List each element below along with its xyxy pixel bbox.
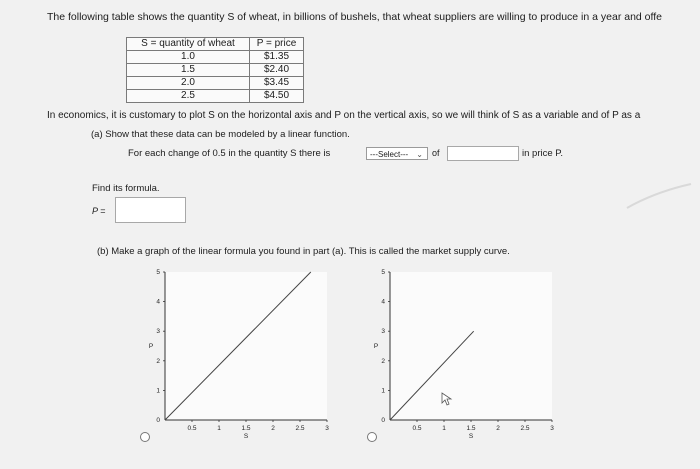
table-row xyxy=(127,51,304,64)
cell-quantity: 1.5 xyxy=(127,64,250,77)
find-formula-text: Find its formula. xyxy=(92,183,160,194)
x-tick-label: 2.5 xyxy=(520,425,530,432)
table-row xyxy=(127,90,304,103)
graph-option-1[interactable] xyxy=(135,258,335,448)
header-price: P = price xyxy=(250,38,304,51)
table-row xyxy=(127,64,304,77)
graph-option-2[interactable] xyxy=(360,258,560,448)
graph-option-1-radio[interactable] xyxy=(140,432,150,442)
cell-price: $3.45 xyxy=(250,77,304,90)
cell-quantity: 2.0 xyxy=(127,77,250,90)
y-tick-label: 2 xyxy=(156,357,160,365)
part-b-text: (b) Make a graph of the linear formula you found in part (a). This is called the market supply curve. xyxy=(97,246,510,257)
plot-area xyxy=(390,272,552,420)
intro-text: The following table shows the quantity S of wheat, in billions of bushels, that wheat suppliers are willing to produce in a year and offe xyxy=(47,11,663,23)
x-tick-label: 2 xyxy=(271,425,275,432)
y-tick-label: 5 xyxy=(381,269,385,276)
cell-quantity: 2.5 xyxy=(127,90,250,103)
change-direction-select[interactable] xyxy=(366,147,428,160)
plot-area xyxy=(165,272,327,420)
economics-text: In economics, it is customary to plot S on the horizontal axis and P on the vertical axis, so we will think of S as a variable and of P as a xyxy=(47,110,641,121)
p-equals-label: P = xyxy=(92,206,106,216)
mouse-cursor-icon xyxy=(441,392,453,406)
x-tick-label: 0.5 xyxy=(412,425,422,432)
of-text: of xyxy=(432,148,440,158)
formula-input[interactable] xyxy=(115,197,186,223)
y-axis-label: P xyxy=(373,343,379,350)
decorative-stroke-icon xyxy=(625,182,695,212)
y-axis-label: P xyxy=(148,343,154,350)
origin-label: 0 xyxy=(156,417,160,424)
x-tick-label: 2 xyxy=(496,425,500,432)
cell-price: $4.50 xyxy=(250,90,304,103)
x-tick-label: 1.5 xyxy=(466,425,476,432)
y-tick-label: 4 xyxy=(381,298,385,306)
x-tick-label: 1 xyxy=(217,425,221,432)
x-tick-label: 3 xyxy=(325,425,329,432)
chevron-down-icon: ⌄ xyxy=(416,150,423,159)
y-tick-label: 1 xyxy=(156,387,160,395)
y-tick-label: 5 xyxy=(156,269,160,276)
change-amount-input[interactable] xyxy=(447,146,519,161)
x-tick-label: 1 xyxy=(442,425,446,432)
table-row xyxy=(127,77,304,90)
x-tick-label: 3 xyxy=(550,425,554,432)
cell-quantity: 1.0 xyxy=(127,51,250,64)
y-tick-label: 3 xyxy=(381,328,385,336)
y-tick-label: 1 xyxy=(381,387,385,395)
change-text: For each change of 0.5 in the quantity S there is xyxy=(128,148,331,159)
origin-label: 0 xyxy=(381,417,385,424)
select-value: ---Select--- xyxy=(370,150,409,159)
x-axis-label: S xyxy=(243,433,249,440)
y-tick-label: 2 xyxy=(381,357,385,365)
x-tick-label: 0.5 xyxy=(187,425,197,432)
in-price-text: in price P. xyxy=(522,148,564,159)
cell-price: $1.35 xyxy=(250,51,304,64)
x-tick-label: 2.5 xyxy=(295,425,305,432)
cell-price: $2.40 xyxy=(250,64,304,77)
y-tick-label: 3 xyxy=(156,328,160,336)
x-axis-label: S xyxy=(468,433,474,440)
data-table xyxy=(126,37,304,103)
x-tick-label: 1.5 xyxy=(241,425,251,432)
part-a-text: (a) Show that these data can be modeled by a linear function. xyxy=(91,129,350,140)
y-tick-label: 4 xyxy=(156,298,160,306)
graph-option-2-radio[interactable] xyxy=(367,432,377,442)
header-quantity: S = quantity of wheat xyxy=(127,38,250,51)
